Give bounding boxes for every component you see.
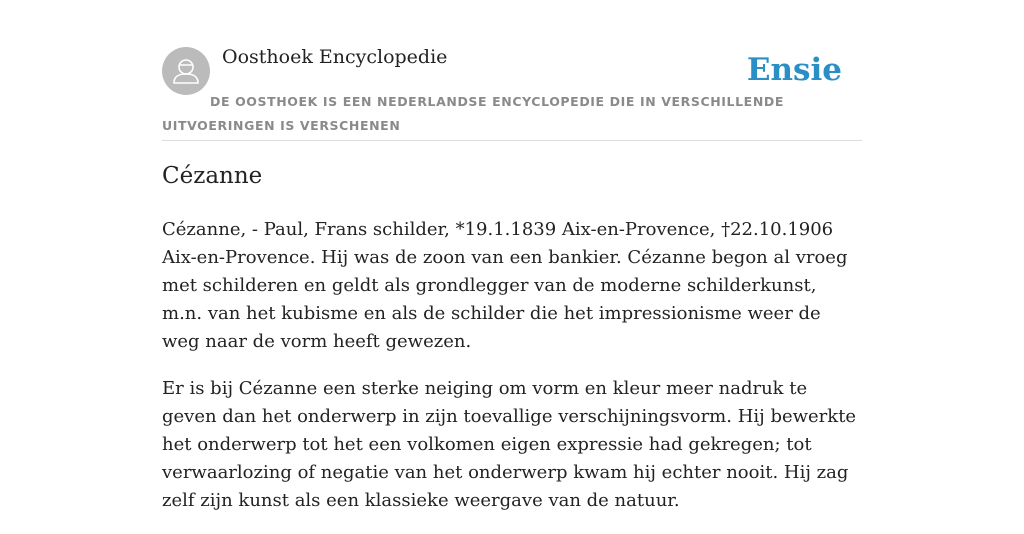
article-paragraph: Cézanne, - Paul, Frans schilder, *19.1.1839 Aix-en-Provence, †22.10.1906 Aix-en-Provence. Hij was de zoon van een bankier. Cézanne begon al vroeg met schilderen en geldt als grondlegger van de moderne schilderkunst, m.n. van het kubisme en als de schilder die het impressionisme weer de weg naar de vorm heeft gewezen.: [162, 219, 848, 352]
brand-logo[interactable]: Ensie: [746, 52, 842, 88]
article-paragraph: Er is bij Cézanne een sterke neiging om vorm en kleur meer nadruk te geven dan het onderwerp in zijn toevallige verschijningsvorm. Hij bewerkte het onderwerp tot het een volkomen eigen expressie had gekregen; tot verwaarlozing of negatie van het onderwerp kwam hij echter nooit. Hij zag zelf zijn kunst als een klassieke weergave van de natuur.: [162, 378, 857, 511]
tagline: DE OOSTHOEK IS EEN NEDERLANDSE ENCYCLOPEDIE DIE IN VERSCHILLENDE UITVOERINGEN IS VERSCHENEN: [162, 94, 784, 133]
site-name[interactable]: Oosthoek Encyclopedie: [222, 46, 448, 68]
page-title: Cézanne: [162, 163, 263, 189]
user-icon: [162, 47, 210, 95]
page: [162, 0, 862, 511]
avatar[interactable]: [162, 47, 210, 95]
header: [162, 0, 862, 141]
article-body: [162, 216, 862, 534]
